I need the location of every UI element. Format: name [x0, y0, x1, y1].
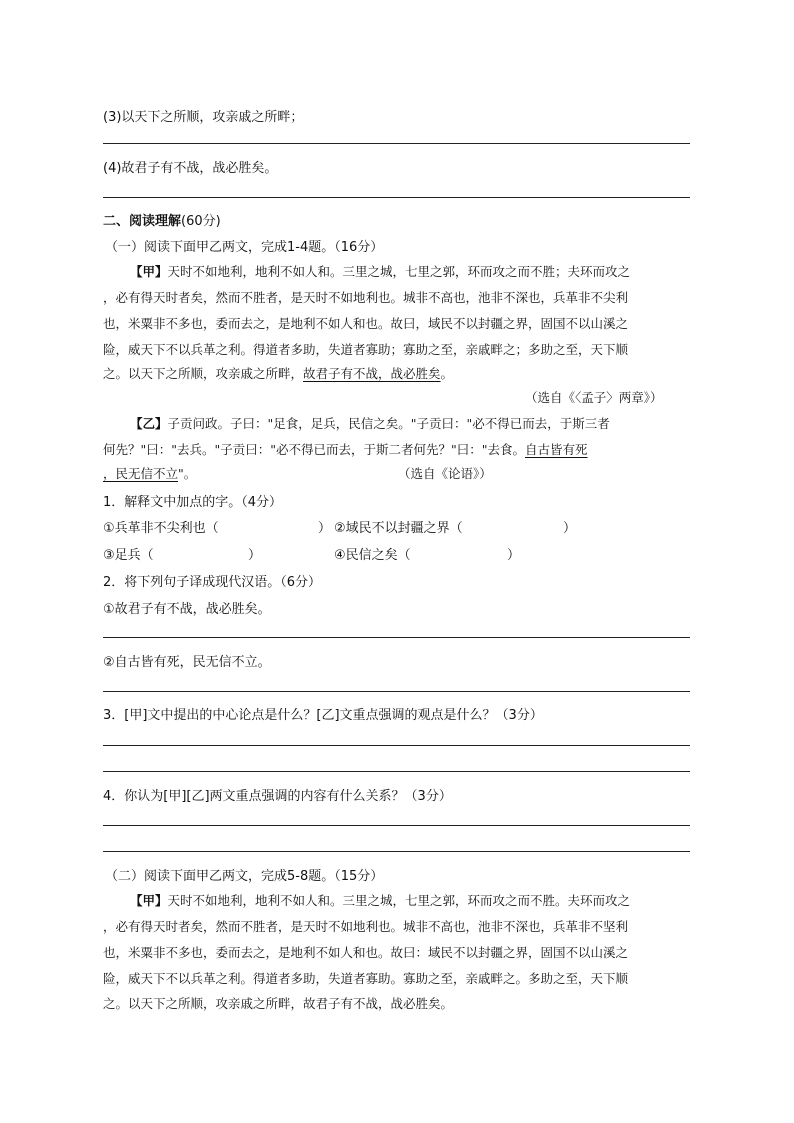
underlined-sentence: 故君子有不战，战必胜矣 — [303, 366, 441, 381]
part1-jia-line-3: 也，米粟非不多也，委而去之，是地利不如人和也。故曰，域民不以封疆之界，固国不以山溪之 — [103, 316, 629, 331]
section-heading-score: (60分) — [181, 214, 221, 229]
answer-line — [103, 637, 690, 638]
part1-jia-line-2: ，必有得天时者矣，然而不胜者，是天时不如地利也。城非不高也，池非不深也，兵革非不尖利 — [103, 290, 629, 305]
q1-item-c: ③足兵（ — [103, 548, 154, 563]
part1-jia-line-5: 之。以天下之所顺，攻亲戚之所畔，故君子有不战，战必胜矣。 — [103, 366, 454, 381]
q1-title: 1．解释文中加点的字。（4分） — [103, 495, 283, 510]
q2-item-b: ②自古皆有死，民无信不立。 — [103, 655, 271, 670]
part1-yi-source: （选自《论语》） — [398, 466, 492, 481]
underlined-sentence: ，民无信不立 — [103, 466, 179, 481]
answer-line — [103, 691, 690, 692]
part2-jia-line-1: 【甲】天时不如地利，地利不如人和。三里之城，七里之郭，环而攻之而不胜。夫环而攻之 — [130, 893, 631, 908]
answer-line — [103, 771, 690, 772]
part2-intro: （二）阅读下面甲乙两文，完成5-8题。（15分） — [105, 869, 384, 884]
item-3-sentence: (3)以天下之所顺，攻亲戚之所畔； — [103, 110, 304, 125]
part1-yi-line-3: ，民无信不立"。 — [103, 466, 197, 481]
part1-jia-source: （选自《〈孟子〉两章》） — [525, 390, 663, 405]
q1-item-b-close: ） — [563, 521, 577, 536]
section-heading-title: 二、阅读理解 — [103, 214, 182, 229]
answer-line — [103, 197, 690, 198]
part1-yi-line-2: 何先？"曰："去兵。"子贡曰："必不得已而去，于斯二者何先？"曰："去食。自古皆有死 — [103, 442, 588, 457]
answer-line — [103, 745, 690, 746]
q4-title: 4．你认为[甲][乙]两文重点强调的内容有什么关系？（3分） — [103, 789, 452, 804]
part2-jia-line-2: ，必有得天时者矣，然而不胜者，是天时不如地利也。城非不高也，池非不深也，兵革非不坚利 — [103, 919, 629, 934]
section-heading — [103, 210, 221, 229]
part1-jia-line-4: 险，威天下不以兵革之利。得道者多助，失道者寡助；寡助之至，亲戚畔之；多助之至，天下顺 — [103, 342, 629, 357]
q2-item-a: ①故君子有不战，战必胜矣。 — [103, 602, 271, 617]
answer-line — [103, 825, 690, 826]
q1-item-d: ④民信之矣（ — [334, 548, 411, 563]
part1-jia-line-1: 【甲】天时不如地利，地利不如人和。三里之城，七里之郭，环而攻之而不胜；夫环而攻之 — [130, 264, 631, 279]
yi-label: 【乙】 — [130, 416, 168, 431]
q1-item-c-close: ） — [248, 548, 262, 563]
answer-line — [103, 851, 690, 852]
q1-item-b: ②域民不以封疆之界（ — [334, 521, 463, 536]
q2-title: 2．将下列句子译成现代汉语。（6分） — [103, 575, 322, 590]
q1-item-d-close: ） — [507, 548, 521, 563]
jia-label: 【甲】 — [130, 264, 168, 279]
underlined-sentence: 自古皆有死 — [525, 442, 588, 457]
q3-title: 3．[甲]文中提出的中心论点是什么？[乙]文重点强调的观点是什么？（3分） — [103, 708, 543, 723]
part2-jia-line-5: 之。以天下之所顺，攻亲戚之所畔，故君子有不战，战必胜矣。 — [103, 996, 454, 1011]
part1-yi-line-1: 【乙】子贡问政。子曰："足食，足兵，民信之矣。"子贡曰："必不得已而去，于斯三者 — [130, 416, 610, 431]
part2-jia-line-4: 险，威天下不以兵革之利。得道者多助，失道者寡助。寡助之至，亲戚畔之。多助之至，天下顺 — [103, 971, 629, 986]
answer-line — [103, 143, 690, 144]
item-4-sentence: (4)故君子有不战，战必胜矣。 — [103, 161, 278, 176]
q1-item-a: ①兵革非不尖利也（ — [103, 521, 219, 536]
q1-item-a-close: ） — [318, 521, 332, 536]
part2-jia-line-3: 也，米粟非不多也，委而去之，是地利不如人和也。故曰：域民不以封疆之界，固国不以山溪之 — [103, 945, 629, 960]
jia-label: 【甲】 — [130, 893, 168, 908]
part1-intro: （一）阅读下面甲乙两文，完成1-4题。（16分） — [105, 240, 384, 255]
